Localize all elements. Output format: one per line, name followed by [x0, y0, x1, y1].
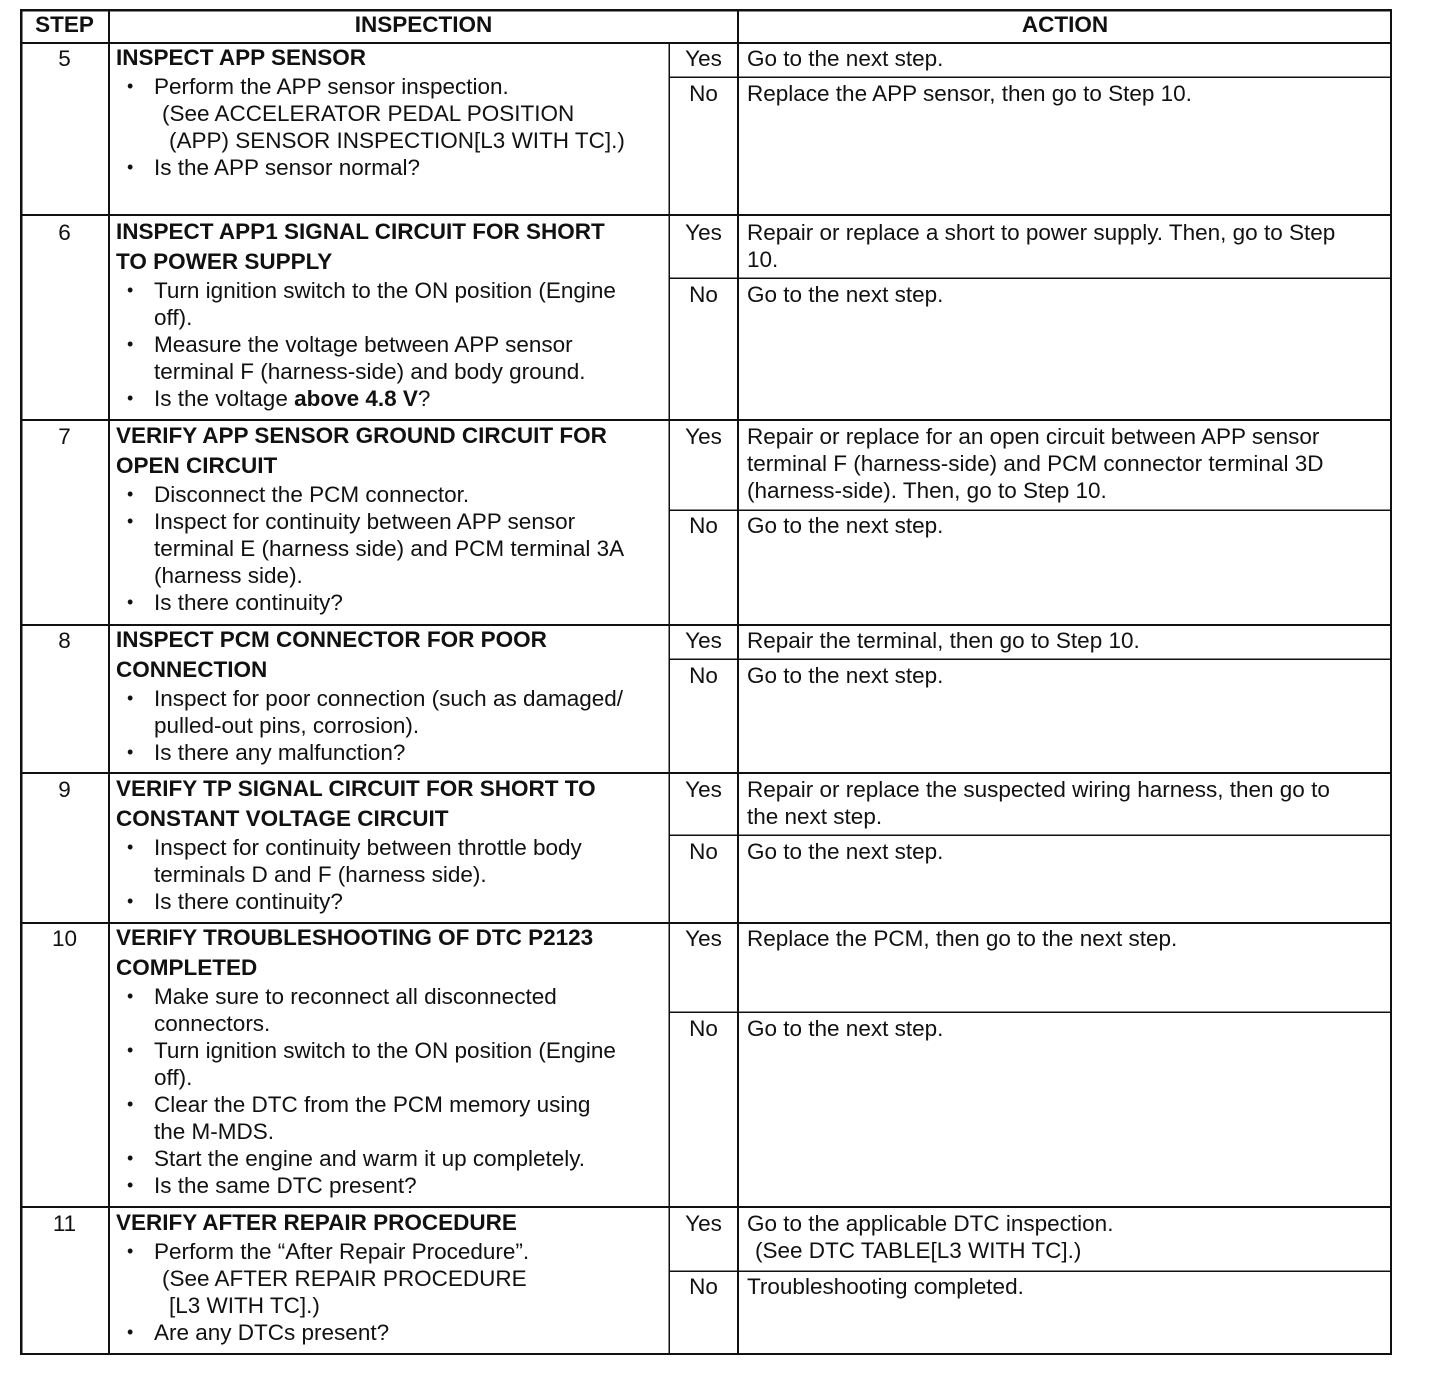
inspection-items	[116, 983, 666, 1199]
inspection-item: • Turn ignition switch to the ON position (Engine off).	[116, 1037, 666, 1091]
no-label: No	[689, 282, 718, 307]
inspection-item: • Clear the DTC from the PCM memory using the M-MDS.	[116, 1091, 666, 1145]
step-number: 7	[58, 424, 71, 449]
voltage-threshold: above 4.8 V	[294, 386, 418, 411]
yes-action: Go to the applicable DTC inspection. (See DTC TABLE[L3 WITH TC].)	[747, 1211, 1114, 1263]
no-action: Go to the next step.	[747, 1016, 944, 1041]
no-label: No	[689, 663, 718, 688]
inspection-item: • Start the engine and warm it up completely.	[116, 1145, 666, 1172]
yes-action: Replace the PCM, then go to the next step.	[747, 926, 1178, 951]
inspection-content	[116, 43, 666, 181]
inspection-item: • Disconnect the PCM connector.	[116, 481, 666, 508]
inspection-item: • Inspect for continuity between APP sensor terminal E (harness side) and PCM terminal 3A (harness side).	[116, 508, 666, 589]
step-number: 6	[58, 220, 71, 245]
troubleshooting-table	[20, 9, 1392, 1355]
inspection-items	[116, 73, 666, 181]
step-number: 11	[52, 1211, 77, 1236]
inspection-items	[116, 277, 666, 412]
inspection-items	[116, 685, 666, 766]
inspection-title: VERIFY APP SENSOR GROUND CIRCUIT FOR OPEN CIRCUIT	[116, 423, 607, 478]
inspection-item: • Is the same DTC present?	[116, 1172, 666, 1199]
inspection-title: INSPECT APP1 SIGNAL CIRCUIT FOR SHORT TO POWER SUPPLY	[116, 219, 605, 274]
yes-label: Yes	[685, 46, 722, 71]
inspection-item: • Is there continuity?	[116, 589, 666, 616]
no-label: No	[689, 839, 718, 864]
yes-action: Repair or replace for an open circuit between APP sensor terminal F (harness-side) and PCM connector terminal 3D (harness-side). Then, go to Step 10.	[747, 424, 1324, 503]
inspection-item: • Are any DTCs present?	[116, 1319, 666, 1346]
inspection-item: • Perform the “After Repair Procedure”. (See AFTER REPAIR PROCEDURE [L3 WITH TC].)	[116, 1238, 666, 1319]
header-step: STEP	[35, 12, 94, 37]
yes-label: Yes	[685, 424, 722, 449]
no-action: Go to the next step.	[747, 513, 944, 538]
inspection-items	[116, 1238, 666, 1346]
inspection-item: • Is there continuity?	[116, 888, 666, 915]
step-number: 9	[58, 777, 71, 802]
step-number: 10	[51, 926, 78, 951]
inspection-item: • Is the APP sensor normal?	[116, 154, 666, 181]
inspection-content	[116, 421, 666, 616]
inspection-title: VERIFY AFTER REPAIR PROCEDURE	[116, 1210, 517, 1235]
no-label: No	[689, 1274, 718, 1299]
inspection-item: • Is there any malfunction?	[116, 739, 666, 766]
yes-label: Yes	[685, 628, 722, 653]
yes-label: Yes	[685, 777, 722, 802]
header-action: ACTION	[1021, 12, 1109, 37]
yes-action: Repair the terminal, then go to Step 10.	[747, 628, 1140, 653]
no-action: Go to the next step.	[747, 663, 944, 688]
step-number: 8	[58, 628, 71, 653]
no-label: No	[689, 81, 718, 106]
yes-label: Yes	[685, 220, 722, 245]
inspection-items	[116, 481, 666, 616]
yes-action: Repair or replace a short to power supply. Then, go to Step 10.	[747, 220, 1336, 272]
inspection-content	[116, 1208, 666, 1346]
inspection-title: VERIFY TP SIGNAL CIRCUIT FOR SHORT TO CONSTANT VOLTAGE CIRCUIT	[116, 776, 596, 831]
no-action: Go to the next step.	[747, 282, 944, 307]
yes-action: Repair or replace the suspected wiring harness, then go to the next step.	[747, 777, 1330, 829]
no-action: Go to the next step.	[747, 839, 944, 864]
no-label: No	[689, 1016, 718, 1041]
inspection-content	[116, 923, 666, 1199]
inspection-item: • Measure the voltage between APP sensor terminal F (harness-side) and body ground.	[116, 331, 666, 385]
inspection-item: • Is the voltage above 4.8 V?	[116, 385, 666, 412]
inspection-content	[116, 625, 666, 766]
inspection-content	[116, 217, 666, 412]
inspection-item: • Make sure to reconnect all disconnected connectors.	[116, 983, 666, 1037]
inspection-item: • Turn ignition switch to the ON position (Engine off).	[116, 277, 666, 331]
inspection-title: INSPECT PCM CONNECTOR FOR POOR CONNECTION	[116, 627, 547, 682]
yes-label: Yes	[685, 1211, 722, 1236]
step-number: 5	[58, 46, 71, 71]
inspection-title: INSPECT APP SENSOR	[116, 45, 367, 70]
inspection-title: VERIFY TROUBLESHOOTING OF DTC P2123 COMPLETED	[116, 925, 594, 980]
inspection-item: • Perform the APP sensor inspection. (See ACCELERATOR PEDAL POSITION (APP) SENSOR INSPECTION[L3 WITH TC].)	[116, 73, 666, 154]
no-action: Replace the APP sensor, then go to Step 10.	[747, 81, 1192, 106]
header-inspection: INSPECTION	[354, 12, 493, 37]
inspection-item: • Inspect for poor connection (such as damaged/ pulled-out pins, corrosion).	[116, 685, 666, 739]
yes-action: Go to the next step.	[747, 46, 944, 71]
no-action: Troubleshooting completed.	[747, 1274, 1024, 1299]
inspection-items	[116, 834, 666, 915]
inspection-content	[116, 774, 666, 915]
yes-label: Yes	[685, 926, 722, 951]
inspection-item: • Inspect for continuity between throttle body terminals D and F (harness side).	[116, 834, 666, 888]
no-label: No	[689, 513, 718, 538]
